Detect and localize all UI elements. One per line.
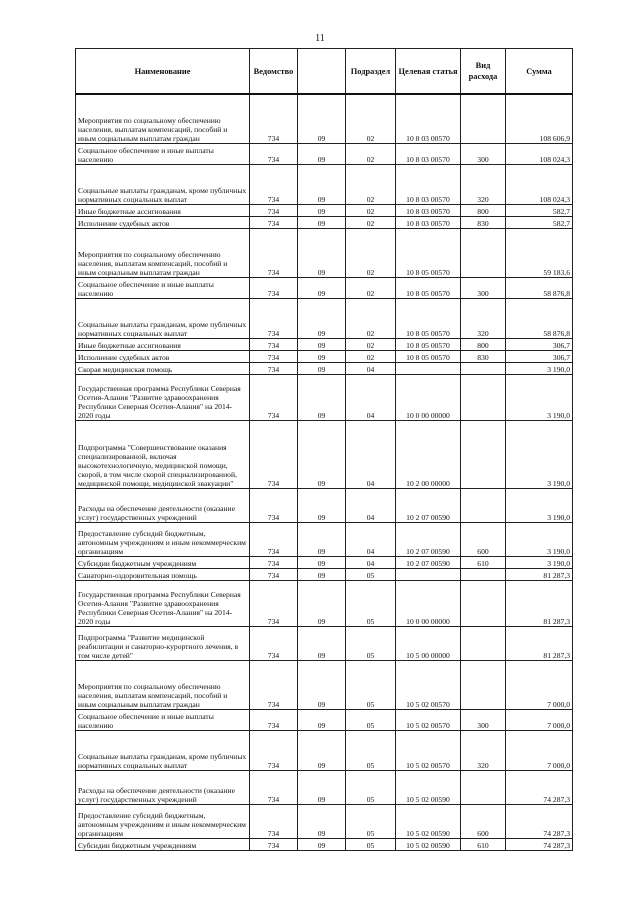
- row-statya-cell: 10 5 02 00590: [396, 839, 461, 851]
- row-podrazdel-cell: 05: [346, 581, 396, 627]
- row-summa-cell: 306,7: [506, 339, 573, 351]
- row-vedomstvo-cell: 734: [250, 581, 298, 627]
- header-razdel: [298, 49, 346, 95]
- row-summa-cell: 582,7: [506, 217, 573, 229]
- row-name-cell: Иные бюджетные ассигнования: [76, 205, 250, 217]
- row-statya-cell: [396, 569, 461, 581]
- row-summa-cell: 108 024,3: [506, 165, 573, 205]
- table-row: [76, 299, 573, 339]
- row-razdel-cell: 09: [298, 339, 346, 351]
- row-summa-cell: 3 190,0: [506, 421, 573, 489]
- row-summa-cell: 81 287,3: [506, 569, 573, 581]
- row-podrazdel-cell: 02: [346, 299, 396, 339]
- row-razdel-cell: 09: [298, 581, 346, 627]
- row-podrazdel-cell: 05: [346, 627, 396, 661]
- row-vedomstvo-cell: 734: [250, 557, 298, 569]
- row-vedomstvo-cell: 734: [250, 363, 298, 375]
- row-statya-cell: 10 5 02 00570: [396, 731, 461, 771]
- row-vid-cell: 830: [461, 217, 506, 229]
- row-statya-cell: 10 5 02 00570: [396, 710, 461, 731]
- table-row: [76, 661, 573, 710]
- row-name-cell: Социальные выплаты гражданам, кроме публичных нормативных социальных выплат: [76, 299, 250, 339]
- row-razdel-cell: 09: [298, 710, 346, 731]
- row-vid-cell: 830: [461, 351, 506, 363]
- row-podrazdel-cell: 05: [346, 569, 396, 581]
- row-razdel-cell: 09: [298, 375, 346, 421]
- row-statya-cell: 10 8 03 00570: [396, 165, 461, 205]
- row-summa-cell: 58 876,8: [506, 299, 573, 339]
- row-vedomstvo-cell: 734: [250, 144, 298, 165]
- row-name-cell: Исполнение судебных актов: [76, 217, 250, 229]
- row-vedomstvo-cell: 734: [250, 627, 298, 661]
- row-podrazdel-cell: 04: [346, 375, 396, 421]
- row-summa-cell: 108 024,3: [506, 144, 573, 165]
- row-vid-cell: [461, 489, 506, 523]
- header-summa: Сумма: [506, 49, 573, 95]
- row-podrazdel-cell: 02: [346, 165, 396, 205]
- row-podrazdel-cell: 02: [346, 217, 396, 229]
- row-statya-cell: 10 8 03 00570: [396, 144, 461, 165]
- row-razdel-cell: 09: [298, 839, 346, 851]
- table-row: [76, 165, 573, 205]
- row-name-cell: Мероприятия по социальному обеспечению населения, выплатам компенсаций, пособий и иным социальным выплатам граждан: [76, 94, 250, 144]
- row-podrazdel-cell: 02: [346, 144, 396, 165]
- row-name-cell: Мероприятия по социальному обеспечению населения, выплатам компенсаций, пособий и иным социальным выплатам граждан: [76, 661, 250, 710]
- row-statya-cell: 10 0 00 00000: [396, 581, 461, 627]
- row-podrazdel-cell: 02: [346, 229, 396, 278]
- row-podrazdel-cell: 02: [346, 94, 396, 144]
- table-row: [76, 278, 573, 299]
- table-row: [76, 839, 573, 851]
- row-name-cell: Исполнение судебных актов: [76, 351, 250, 363]
- row-vid-cell: [461, 421, 506, 489]
- row-vedomstvo-cell: 734: [250, 523, 298, 557]
- row-summa-cell: 3 190,0: [506, 557, 573, 569]
- row-vedomstvo-cell: 734: [250, 805, 298, 839]
- row-name-cell: Расходы на обеспечение деятельности (оказание услуг) государственных учреждений: [76, 489, 250, 523]
- row-razdel-cell: 09: [298, 771, 346, 805]
- row-summa-cell: 7 000,0: [506, 731, 573, 771]
- row-name-cell: Социальные выплаты гражданам, кроме публичных нормативных социальных выплат: [76, 731, 250, 771]
- row-name-cell: Субсидии бюджетным учреждениям: [76, 839, 250, 851]
- row-vid-cell: [461, 581, 506, 627]
- row-vid-cell: 600: [461, 805, 506, 839]
- row-statya-cell: 10 5 02 00590: [396, 771, 461, 805]
- row-podrazdel-cell: 02: [346, 205, 396, 217]
- row-vedomstvo-cell: 734: [250, 421, 298, 489]
- row-statya-cell: 10 8 03 00570: [396, 94, 461, 144]
- row-vid-cell: [461, 627, 506, 661]
- row-vid-cell: 300: [461, 144, 506, 165]
- table-row: [76, 229, 573, 278]
- row-name-cell: Предоставление субсидий бюджетным, автономным учреждениям и иным некоммерческим организациям: [76, 805, 250, 839]
- row-statya-cell: 10 8 03 00570: [396, 217, 461, 229]
- row-razdel-cell: 09: [298, 363, 346, 375]
- row-vedomstvo-cell: 734: [250, 839, 298, 851]
- row-statya-cell: 10 8 05 00570: [396, 299, 461, 339]
- table-row: [76, 489, 573, 523]
- row-statya-cell: 10 8 05 00570: [396, 278, 461, 299]
- row-vedomstvo-cell: 734: [250, 339, 298, 351]
- row-statya-cell: 10 8 05 00570: [396, 351, 461, 363]
- row-vedomstvo-cell: 734: [250, 299, 298, 339]
- row-summa-cell: 74 287,3: [506, 805, 573, 839]
- row-vedomstvo-cell: 734: [250, 710, 298, 731]
- row-name-cell: Подпрограмма "Развитие медицинской реабилитации и санаторно-курортного лечения, в том числе детей": [76, 627, 250, 661]
- row-statya-cell: 10 2 07 00590: [396, 523, 461, 557]
- row-vedomstvo-cell: 734: [250, 94, 298, 144]
- row-vid-cell: [461, 771, 506, 805]
- row-vid-cell: 320: [461, 299, 506, 339]
- row-podrazdel-cell: 05: [346, 731, 396, 771]
- table-row: [76, 805, 573, 839]
- row-podrazdel-cell: 02: [346, 339, 396, 351]
- row-statya-cell: 10 5 00 00000: [396, 627, 461, 661]
- table-row: [76, 351, 573, 363]
- row-razdel-cell: 09: [298, 661, 346, 710]
- row-podrazdel-cell: 05: [346, 839, 396, 851]
- table-row: [76, 627, 573, 661]
- row-statya-cell: 10 8 03 00570: [396, 205, 461, 217]
- row-statya-cell: [396, 363, 461, 375]
- row-vid-cell: 300: [461, 278, 506, 299]
- row-vedomstvo-cell: 734: [250, 229, 298, 278]
- table-row: [76, 569, 573, 581]
- row-vid-cell: 320: [461, 731, 506, 771]
- row-summa-cell: 3 190,0: [506, 489, 573, 523]
- table-row: [76, 205, 573, 217]
- row-summa-cell: 59 183,6: [506, 229, 573, 278]
- row-razdel-cell: 09: [298, 523, 346, 557]
- row-vedomstvo-cell: 734: [250, 489, 298, 523]
- row-summa-cell: 3 190,0: [506, 523, 573, 557]
- row-summa-cell: 81 287,3: [506, 581, 573, 627]
- row-razdel-cell: 09: [298, 299, 346, 339]
- row-vid-cell: 800: [461, 339, 506, 351]
- row-statya-cell: 10 2 07 00590: [396, 489, 461, 523]
- row-vedomstvo-cell: 734: [250, 351, 298, 363]
- row-statya-cell: 10 2 07 00590: [396, 557, 461, 569]
- row-name-cell: Расходы на обеспечение деятельности (оказание услуг) государственных учреждений: [76, 771, 250, 805]
- row-summa-cell: 108 606,9: [506, 94, 573, 144]
- row-summa-cell: 306,7: [506, 351, 573, 363]
- row-vid-cell: 800: [461, 205, 506, 217]
- header-vid: Вид расхода: [461, 49, 506, 95]
- row-podrazdel-cell: 02: [346, 351, 396, 363]
- row-statya-cell: 10 8 05 00570: [396, 339, 461, 351]
- row-summa-cell: 7 000,0: [506, 710, 573, 731]
- row-summa-cell: 81 287,3: [506, 627, 573, 661]
- row-summa-cell: 58 876,8: [506, 278, 573, 299]
- table-row: [76, 581, 573, 627]
- table-row: [76, 710, 573, 731]
- row-vid-cell: 600: [461, 523, 506, 557]
- row-vid-cell: 610: [461, 839, 506, 851]
- row-name-cell: Субсидии бюджетным учреждениям: [76, 557, 250, 569]
- row-name-cell: Социальное обеспечение и иные выплаты населению: [76, 710, 250, 731]
- row-name-cell: Государственная программа Республики Северная Осетия-Алания "Развитие здравоохранения Республики Северная Осетия-Алания" на 2014-2020 годы: [76, 581, 250, 627]
- row-name-cell: Социальное обеспечение и иные выплаты населению: [76, 278, 250, 299]
- row-vedomstvo-cell: 734: [250, 165, 298, 205]
- row-razdel-cell: 09: [298, 165, 346, 205]
- row-razdel-cell: 09: [298, 144, 346, 165]
- table-row: [76, 375, 573, 421]
- row-podrazdel-cell: 04: [346, 363, 396, 375]
- row-summa-cell: 74 287,3: [506, 839, 573, 851]
- row-podrazdel-cell: 05: [346, 710, 396, 731]
- row-vid-cell: [461, 375, 506, 421]
- table-row: [76, 144, 573, 165]
- page-number: 11: [315, 33, 325, 44]
- row-vedomstvo-cell: 734: [250, 278, 298, 299]
- row-podrazdel-cell: 04: [346, 421, 396, 489]
- row-razdel-cell: 09: [298, 627, 346, 661]
- row-razdel-cell: 09: [298, 569, 346, 581]
- row-razdel-cell: 09: [298, 351, 346, 363]
- row-razdel-cell: 09: [298, 94, 346, 144]
- row-vid-cell: [461, 363, 506, 375]
- table-row: [76, 771, 573, 805]
- row-statya-cell: 10 5 02 00590: [396, 805, 461, 839]
- row-razdel-cell: 09: [298, 229, 346, 278]
- row-vedomstvo-cell: 734: [250, 217, 298, 229]
- row-vid-cell: [461, 94, 506, 144]
- row-podrazdel-cell: 05: [346, 805, 396, 839]
- row-statya-cell: 10 5 02 00570: [396, 661, 461, 710]
- row-podrazdel-cell: 05: [346, 661, 396, 710]
- row-summa-cell: 7 000,0: [506, 661, 573, 710]
- row-razdel-cell: 09: [298, 805, 346, 839]
- budget-table: [75, 48, 573, 851]
- row-vedomstvo-cell: 734: [250, 205, 298, 217]
- row-razdel-cell: 09: [298, 217, 346, 229]
- row-vid-cell: [461, 569, 506, 581]
- row-vedomstvo-cell: 734: [250, 375, 298, 421]
- row-summa-cell: 3 190,0: [506, 375, 573, 421]
- row-razdel-cell: 09: [298, 557, 346, 569]
- row-name-cell: Подпрограмма "Совершенствование оказания специализированной, включая высокотехнологичную, медицинской помощи, скорой, в том числе скорой специализированной, медицинской помощи, медицинской эвакуации": [76, 421, 250, 489]
- row-summa-cell: 582,7: [506, 205, 573, 217]
- row-vedomstvo-cell: 734: [250, 771, 298, 805]
- row-vedomstvo-cell: 734: [250, 569, 298, 581]
- row-razdel-cell: 09: [298, 205, 346, 217]
- row-podrazdel-cell: 04: [346, 523, 396, 557]
- table-row: [76, 421, 573, 489]
- row-name-cell: Социальные выплаты гражданам, кроме публичных нормативных социальных выплат: [76, 165, 250, 205]
- table-body: [76, 94, 573, 851]
- row-statya-cell: 10 8 05 00570: [396, 229, 461, 278]
- row-statya-cell: 10 2 00 00000: [396, 421, 461, 489]
- row-statya-cell: 10 0 00 00000: [396, 375, 461, 421]
- row-vid-cell: 610: [461, 557, 506, 569]
- row-name-cell: Мероприятия по социальному обеспечению населения, выплатам компенсаций, пособий и иным социальным выплатам граждан: [76, 229, 250, 278]
- row-vid-cell: 320: [461, 165, 506, 205]
- table-header-row: [76, 49, 573, 95]
- row-podrazdel-cell: 05: [346, 771, 396, 805]
- table-row: [76, 217, 573, 229]
- row-razdel-cell: 09: [298, 278, 346, 299]
- row-name-cell: Государственная программа Республики Северная Осетия-Алания "Развитие здравоохранения Республики Северная Осетия-Алания" на 2014-2020 годы: [76, 375, 250, 421]
- row-vid-cell: [461, 229, 506, 278]
- row-vedomstvo-cell: 734: [250, 731, 298, 771]
- row-name-cell: Скорая медицинская помощь: [76, 363, 250, 375]
- header-statya: Целевая статья: [396, 49, 461, 95]
- row-podrazdel-cell: 04: [346, 489, 396, 523]
- row-name-cell: Социальное обеспечение и иные выплаты населению: [76, 144, 250, 165]
- row-summa-cell: 3 190,0: [506, 363, 573, 375]
- table-row: [76, 363, 573, 375]
- row-podrazdel-cell: 04: [346, 557, 396, 569]
- row-vid-cell: 300: [461, 710, 506, 731]
- table-row: [76, 523, 573, 557]
- table-row: [76, 557, 573, 569]
- header-vedomstvo: Ведомство: [250, 49, 298, 95]
- row-vid-cell: [461, 661, 506, 710]
- header-name: Наименование: [76, 49, 250, 95]
- table-row: [76, 731, 573, 771]
- row-podrazdel-cell: 02: [346, 278, 396, 299]
- header-podrazdel: Подраздел: [346, 49, 396, 95]
- row-razdel-cell: 09: [298, 489, 346, 523]
- table-row: [76, 339, 573, 351]
- row-name-cell: Санаторно-оздоровительная помощь: [76, 569, 250, 581]
- row-summa-cell: 74 287,3: [506, 771, 573, 805]
- row-razdel-cell: 09: [298, 731, 346, 771]
- row-name-cell: Иные бюджетные ассигнования: [76, 339, 250, 351]
- table-row: [76, 94, 573, 144]
- row-razdel-cell: 09: [298, 421, 346, 489]
- row-vedomstvo-cell: 734: [250, 661, 298, 710]
- row-name-cell: Предоставление субсидий бюджетным, автономным учреждениям и иным некоммерческим организациям: [76, 523, 250, 557]
